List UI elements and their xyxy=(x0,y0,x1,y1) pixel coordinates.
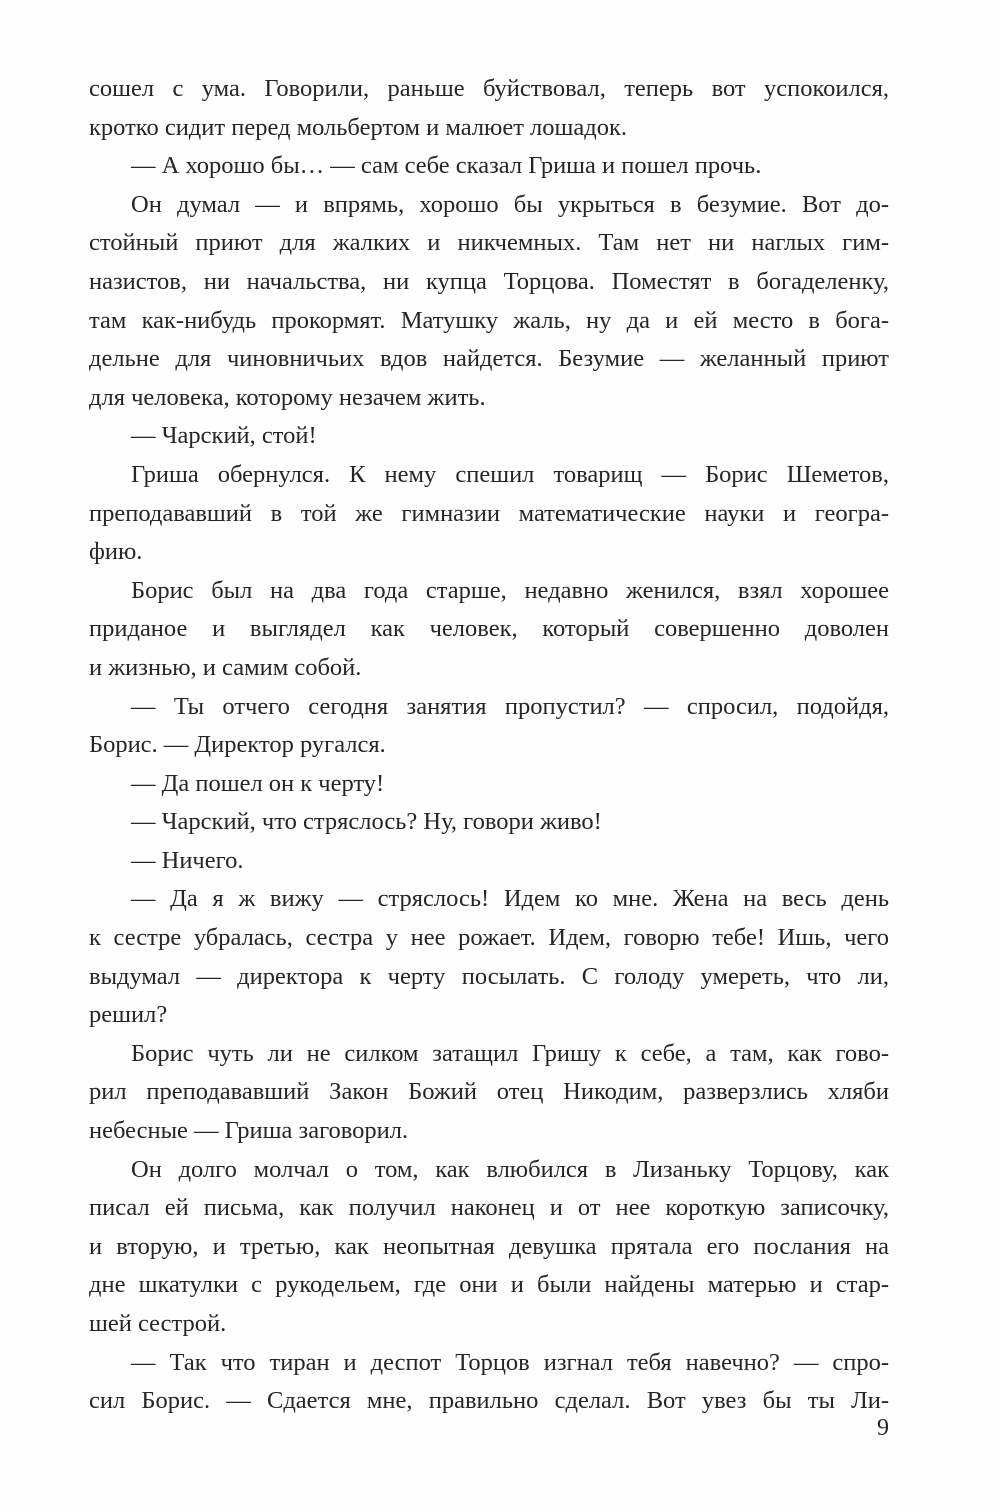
text-line: кротко сидит перед мольбертом и малюет лошадок. xyxy=(89,113,628,141)
text-line: дне шкатулки с рукодельем, где они и были найдены матерью и стар- xyxy=(89,1271,889,1299)
text-line: писал ей письма, как получил наконец и от нее короткую записочку, xyxy=(89,1194,889,1222)
text-line: небесные — Гриша заговорил. xyxy=(89,1117,409,1145)
text-line: — Чарский, стой! xyxy=(131,422,317,450)
text-line: — А хорошо бы… — сам себе сказал Гриша и пошел прочь. xyxy=(131,152,762,180)
text-line: стойный приют для жалких и никчемных. Там нет ни наглых гим- xyxy=(89,229,889,257)
text-line: дельне для чиновничьих вдов найдется. Безумие — желанный приют xyxy=(89,345,889,373)
text-line: Борис чуть ли не силком затащил Гришу к себе, а там, как гово- xyxy=(131,1039,889,1067)
text-line: Он долго молчал о том, как влюбился в Лизаньку Торцову, как xyxy=(131,1155,889,1183)
text-line: фию. xyxy=(89,538,143,566)
text-line: сил Борис. — Сдается мне, правильно сделал. Вот увез бы ты Ли- xyxy=(89,1387,889,1415)
text-line: — Так что тиран и деспот Торцов изгнал тебя навечно? — спро- xyxy=(131,1348,889,1376)
text-line: сошел с ума. Говорили, раньше буйствовал, теперь вот успокоился, xyxy=(89,75,889,102)
text-line: решил? xyxy=(89,1001,168,1029)
text-line: Гриша обернулся. К нему спешил товарищ — Борис Шеметов, xyxy=(131,460,889,488)
text-line: — Ты отчего сегодня занятия пропустил? — спросил, подойдя, xyxy=(131,692,889,720)
text-line: Борис был на два года старше, недавно женился, взял хорошее xyxy=(131,576,889,604)
text-line: для человека, которому незачем жить. xyxy=(89,383,486,411)
text-line: к сестре убралась, сестра у нее рожает. Идем, говорю тебе! Ишь, чего xyxy=(89,924,889,952)
page-number: 9 xyxy=(877,1415,889,1441)
text-line: Борис. — Директор ругался. xyxy=(89,731,386,759)
text-line: — Чарский, что стряслось? Ну, говори живо! xyxy=(131,808,602,836)
text-line: там как-нибудь прокормят. Матушку жаль, ну да и ей место в бога- xyxy=(89,306,889,334)
text-line: преподававший в той же гимназии математические науки и геогра- xyxy=(89,499,889,527)
text-line: назистов, ни начальства, ни купца Торцова. Поместят в богаделенку, xyxy=(89,267,889,295)
text-line: рил преподававший Закон Божий отец Никодим, разверзлись хляби xyxy=(89,1078,889,1106)
text-line: — Да я ж вижу — стряслось! Идем ко мне. Жена на весь день xyxy=(131,885,889,913)
text-line: выдумал — директора к черту посылать. С голоду умереть, что ли, xyxy=(89,962,889,990)
text-line: Он думал — и впрямь, хорошо бы укрыться в безумие. Вот до- xyxy=(131,190,889,218)
text-line: и вторую, и третью, как неопытная девушка прятала его послания на xyxy=(89,1232,889,1260)
text-line: шей сестрой. xyxy=(89,1310,227,1337)
text-line: — Да пошел он к черту! xyxy=(131,769,385,797)
body-text xyxy=(89,70,889,1421)
text-line: — Ничего. xyxy=(131,846,244,874)
text-line: приданое и выглядел как человек, который совершенно доволен xyxy=(89,615,889,643)
text-line: и жизнью, и самим собой. xyxy=(89,653,362,681)
